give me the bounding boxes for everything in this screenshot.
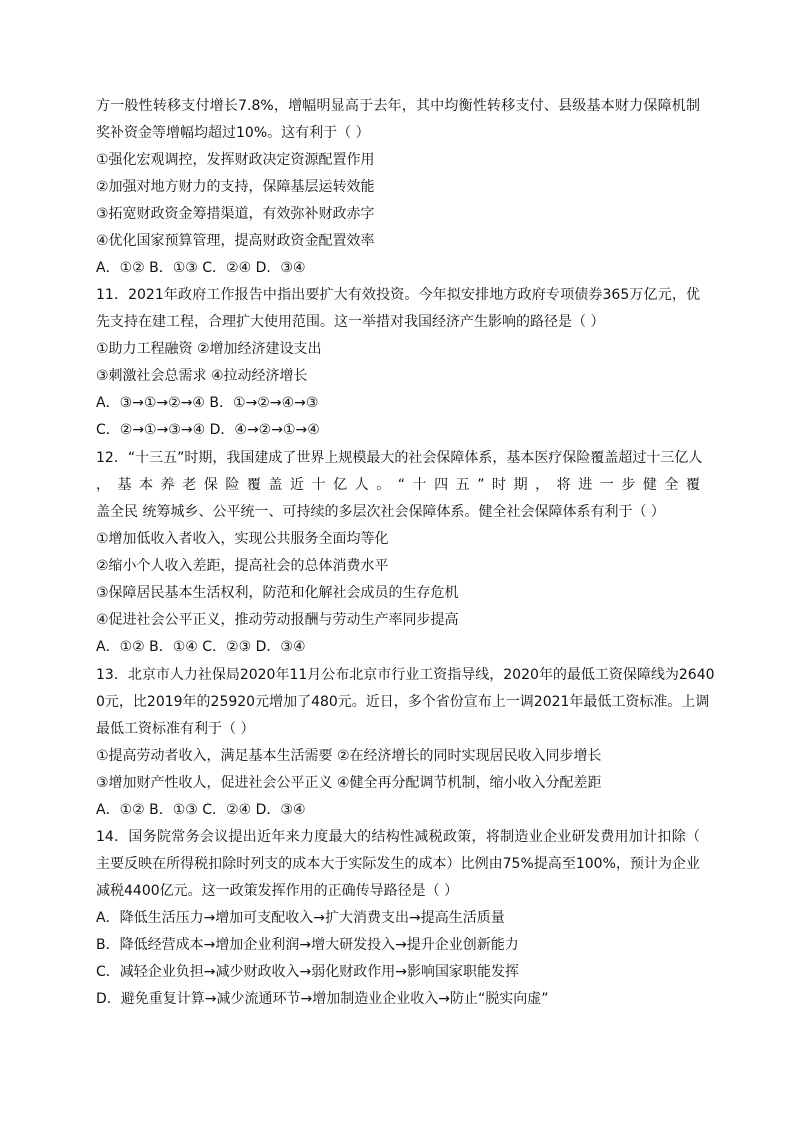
q12-statement-3: ③保障居民基本生活权利，防范和化解社会成员的生存危机 [96, 585, 459, 601]
q14-stem-3: 减税4400亿元。这一政策发挥作用的正确传导路径是（ ） [96, 883, 459, 899]
q12-stem-3: 盖全民 统筹城乡、公平统一、可持续的多层次社会保障体系。健全社会保障体系有利于（ ） [96, 504, 665, 520]
q13-statements-1-2: ①提高劳动者收入，满足基本生活需要 ②在经济增长的同时实现居民收入同步增长 [96, 748, 602, 764]
q12-options: A．①② B．①④ C．②③ D．③④ [96, 639, 306, 655]
q11-statements-1-2: ①助力工程融资 ②增加经济建设支出 [96, 341, 322, 357]
q10-options: A．①② B．①③ C．②④ D．③④ [96, 260, 306, 276]
q11-stem-1: 11．2021年政府工作报告中指出要扩大有效投资。今年拟安排地方政府专项债券365万亿元，优 [96, 287, 700, 303]
q12-statement-4: ④促进社会公平正义，推动劳动报酬与劳动生产率同步提高 [96, 612, 459, 628]
q10-statement-3: ③拓宽财政资金筹措渠道，有效弥补财政赤字 [96, 206, 375, 222]
q10-statement-1: ①强化宏观调控，发挥财政决定资源配置作用 [96, 152, 375, 168]
q11-options-ab: A．③→①→②→④ B．①→②→④→③ [96, 395, 319, 411]
q11-stem-2: 先支持在建工程，合理扩大使用范围。这一举措对我国经济产生影响的路径是（ ） [96, 314, 605, 330]
q14-option-a: A．降低生活压力→增加可支配收入→扩大消费支出→提高生活质量 [96, 910, 505, 926]
q11-statements-3-4: ③刺激社会总需求 ④拉动经济增长 [96, 368, 308, 384]
q13-stem-1: 13．北京市人力社保局2020年11月公布北京市行业工资指导线，2020年的最低工资保障线为2640 [96, 667, 715, 683]
q13-stem-3: 最低工资标准有利于（ ） [96, 721, 255, 737]
q12-statement-2: ②缩小个人收入差距，提高社会的总体消费水平 [96, 558, 389, 574]
intro-line-1: 方一般性转移支付增长7.8%，增幅明显高于去年，其中均衡性转移支付、县级基本财力保障机制 [96, 98, 700, 114]
q12-stem-2: ，基本养老保险覆盖近十亿人。“十四五”时期，将进一步健全覆 [96, 477, 700, 493]
q14-option-c: C．减轻企业负担→减少财政收入→弱化财政作用→影响国家职能发挥 [96, 964, 519, 980]
q13-statements-3-4: ③增加财产性收人，促进社会公平正义 ④健全再分配调节机制，缩小收入分配差距 [96, 775, 602, 791]
q14-option-d: D．避免重复计算→减少流通环节→增加制造业企业收入→防止“脱实向虚” [96, 991, 549, 1007]
q11-options-cd: C．②→①→③→④ D．④→②→①→④ [96, 422, 320, 438]
q12-statement-1: ①增加低收入者收入，实现公共服务全面均等化 [96, 531, 389, 547]
q13-options: A．①② B．①③ C．②④ D．③④ [96, 802, 306, 818]
intro-line-2: 奖补资金等增幅均超过10%。这有利于（ ） [96, 125, 370, 141]
q14-option-b: B．降低经营成本→增加企业利润→增大研发投入→提升企业创新能力 [96, 937, 519, 953]
q10-statement-2: ②加强对地方财力的支持，保障基层运转效能 [96, 179, 375, 195]
q13-stem-2: 0元，比2019年的25920元增加了480元。近日，多个省份宣布上一调2021年最低工资标准。上调 [96, 694, 710, 710]
q12-stem-1: 12．“十三五”时期，我国建成了世界上规模最大的社会保障体系，基本医疗保险覆盖超过十三亿人 [96, 450, 703, 466]
q14-stem-2: 主要反映在所得税扣除时列支的成本大于实际发生的成本）比例由75%提高至100%，预计为企业 [96, 856, 700, 872]
q10-statement-4: ④优化国家预算管理，提高财政资金配置效率 [96, 233, 375, 249]
q14-stem-1: 14．国务院常务会议提出近年来力度最大的结构性减税政策，将制造业企业研发费用加计扣除（ [96, 829, 700, 845]
